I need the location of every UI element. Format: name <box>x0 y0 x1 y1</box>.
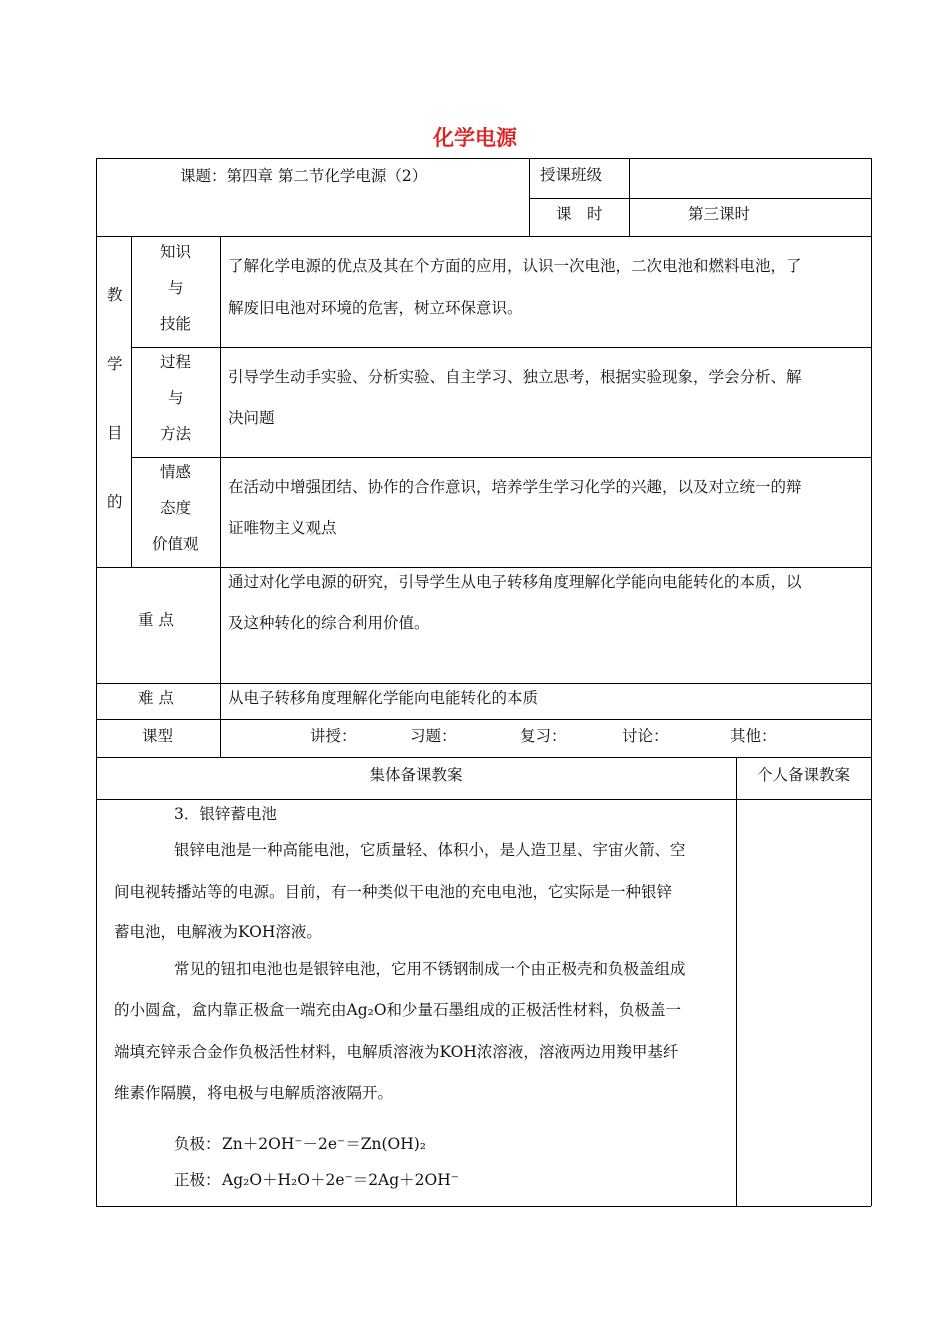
page-title: 化学电源 <box>433 126 517 150</box>
row-label-line: 与 <box>168 279 184 297</box>
row-label-line: 方法 <box>160 425 192 443</box>
row-label-line: 技能 <box>160 315 192 333</box>
row-text-line: 在活动中增强团结、协作的合作意识，培养学生学习化学的兴趣，以及对立统一的辩 <box>228 478 802 496</box>
lesson-type-discussion: 讨论： <box>622 727 669 745</box>
key-point-line: 通过对化学电源的研究，引导学生从电子转移角度理解化学能向电能转化的本质，以 <box>228 573 802 591</box>
row-label-line: 情感 <box>160 463 192 481</box>
row-text-line: 了解化学电源的优点及其在个方面的应用，认识一次电池，二次电池和燃料电池，了 <box>228 257 802 275</box>
anode-label: 负极： <box>174 1135 221 1153</box>
section-title: 3．银锌蓄电池 <box>174 805 277 823</box>
lesson-type-other: 其他： <box>730 727 777 745</box>
row-text-line: 解废旧电池对环境的危害，树立环保意识。 <box>228 299 523 317</box>
row-label-line: 过程 <box>160 353 192 371</box>
key-point-label: 重 点 <box>138 611 174 629</box>
period-value: 第三课时 <box>688 205 751 223</box>
row-text-line: 决问题 <box>228 409 275 427</box>
row-text-line: 引导学生动手实验、分析实验、自主学习、独立思考，根据实验现象，学会分析、解 <box>228 368 802 386</box>
difficulty-label: 难 点 <box>138 689 174 707</box>
row-label-line: 态度 <box>160 499 192 517</box>
key-point-line: 及这种转化的综合利用价值。 <box>228 614 430 632</box>
personal-plan-header: 个人备课教案 <box>756 766 850 784</box>
lesson-type-lecture: 讲授： <box>310 727 357 745</box>
lesson-type-label: 课型 <box>142 727 174 745</box>
anode-equation: Zn＋2OH⁻－2e⁻＝Zn(OH)₂ <box>222 1135 427 1153</box>
class-label: 授课班级 <box>540 166 603 184</box>
lesson-type-review: 复习： <box>520 727 567 745</box>
cathode-equation: Ag₂O＋H₂O＋2e⁻＝2Ag＋2OH⁻ <box>222 1171 459 1189</box>
row-text-line: 证唯物主义观点 <box>228 519 337 537</box>
cathode-label: 正极： <box>174 1171 221 1189</box>
group-plan-header: 集体备课教案 <box>369 766 463 784</box>
row-label-line: 与 <box>168 389 184 407</box>
difficulty-text: 从电子转移角度理解化学能向电能转化的本质 <box>228 689 539 707</box>
period-label: 课 时 <box>556 205 603 223</box>
topic-text: 课题：第四章 第二节化学电源（2） <box>180 167 428 185</box>
lesson-type-exercise: 习题： <box>410 727 457 745</box>
row-label-line: 知识 <box>160 243 192 261</box>
row-label-line: 价值观 <box>152 535 199 553</box>
